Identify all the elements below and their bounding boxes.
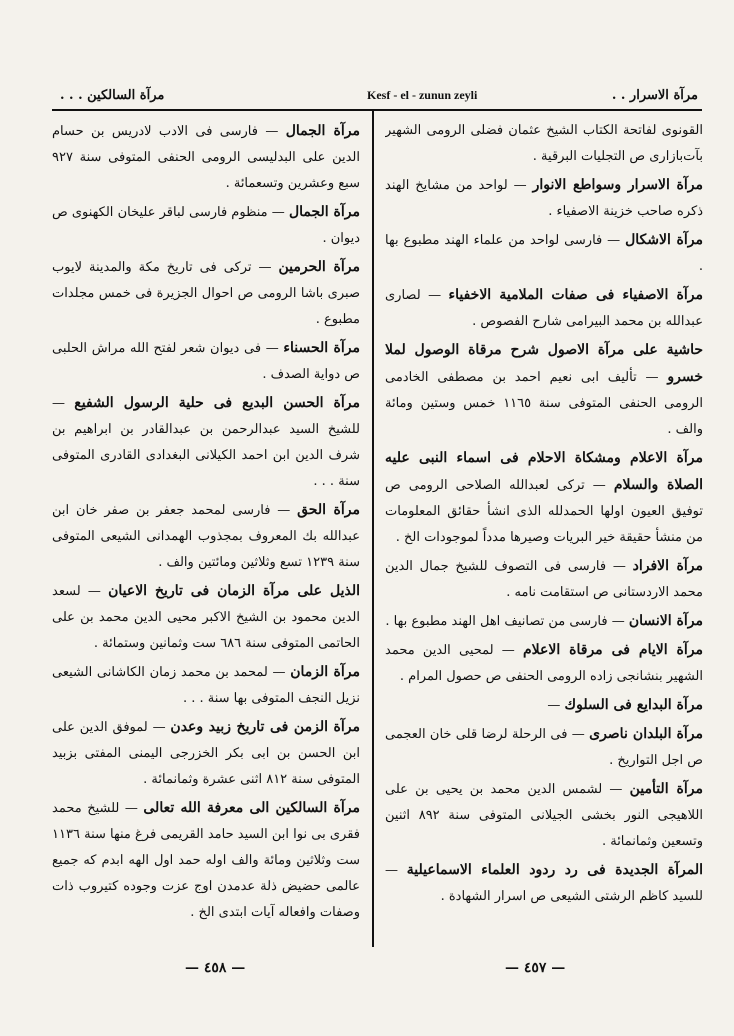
entry — [52, 199, 360, 252]
entry-title: مرآة التأمين — [629, 781, 703, 797]
entry-title: مرآة الحسن البديع فى حلية الرسول الشفيع — [74, 395, 360, 411]
entry-text: — لمحيى الدين محمد الشهير بنشانجى زاده الرومى الحنفى ص حصول المرام . — [385, 643, 703, 684]
entry-title: مرآة الاعلام ومشكاة الاحلام فى اسماء النبى عليه الصلاة والسلام — [385, 450, 703, 493]
entry — [52, 118, 360, 197]
entry — [52, 659, 360, 712]
entry-text: — لواحد من مشايخ الهند ذكره صاحب خزينة الاصفياء . — [385, 178, 703, 219]
entry-text: — للشيخ محمد فقرى بى نوا ابن السيد حامد القريمى فرغ منها سنة ١١٣٦ ست وثلاثين ومائة والف اوله حمد اول الهه ابدم كه جميع عالمى حضيض ذلة عدمدن اوج عزت وجوده كتيروب ذات وصفات وافعاله آيات ابتدى الخ . — [52, 801, 360, 920]
entry-title: مرآة الزمان — [290, 664, 360, 680]
entry-text: — للشيخ السيد عبدالرحمن بن عبدالقادر بن ابراهيم بن شرف الدين ابن احمد الكيلانى البغدادى القادرى المتوفى سنة . . . — [52, 396, 360, 489]
entry-text: — للسيد كاظم الرشتى الشيعى ص اسرار الشهادة . — [385, 863, 703, 904]
header-right-title: مرآة الاسرار . . — [611, 88, 698, 103]
entry-title: مرآة الاسرار وسواطع الانوار — [532, 177, 703, 193]
entry-text: — فى الرحلة لرضا قلى خان العجمى ص اجل التواريخ . — [385, 727, 703, 768]
header-rule — [52, 109, 702, 111]
entry — [385, 857, 703, 910]
entry — [385, 118, 703, 170]
entry-title: مرآة الافراد — [632, 558, 703, 574]
entry — [385, 227, 703, 280]
entry-title: مرآة الاصفياء فى صفات الملامية الاخفياء — [448, 287, 703, 303]
entry — [52, 795, 360, 926]
entry-text: — منظوم فارسى لباقر عليخان الكهنوى ص ديوان . — [52, 205, 360, 246]
entry-title: مرآة السالكين الى معرفة الله تعالى — [143, 800, 360, 816]
entry — [385, 692, 703, 719]
entry-text: — فارسى فى التصوف للشيخ جمال الدين محمد الاردستانى ص استقامت نامه . — [385, 559, 703, 600]
right-column — [385, 118, 703, 938]
entry — [385, 282, 703, 335]
entry-text: — لشمس الدين محمد بن يحيى بن على اللاهيجى النور بخشى الجيلانى المتوفى سنة ٨٩٢ اثنين وتسعين وثمانمائة . — [385, 782, 703, 849]
entry — [385, 721, 703, 774]
entry-text: — — [547, 698, 561, 713]
entry-title: مرآة البلدان ناصرى — [589, 726, 703, 742]
entry-title: مرآة الزمن فى تاريخ زبيد وعدن — [170, 719, 360, 735]
entry — [52, 335, 360, 388]
entry-text: — لموفق الدين على ابن الحسن بن ابى بكر الخزرجى اليمنى المفتى بزبيد المتوفى سنة ٨١٢ اثنى عشرة وثمانمائة . — [52, 720, 360, 787]
entry-text: — تركى فى تاريخ مكة والمدينة لايوب صبرى باشا الرومى ص احوال الجزيرة فى خمس مجلدات مطبوع . — [52, 260, 360, 327]
page-number-left: — ٤٥٨ — — [185, 960, 246, 976]
entry — [52, 578, 360, 657]
entry-title: الذيل على مرآة الزمان فى تاريخ الاعيان — [108, 583, 360, 599]
entry — [385, 172, 703, 225]
entry — [385, 776, 703, 855]
entry-text: — فى ديوان شعر لفتح الله مراش الحلبى ص دواية الصدف . — [52, 341, 360, 382]
entry — [52, 390, 360, 495]
column-divider — [372, 109, 374, 947]
header-left-title: مرآة السالكين . . . — [60, 88, 165, 103]
entry-title: مرآة الاشكال — [625, 232, 703, 248]
entry — [385, 553, 703, 606]
entry — [385, 608, 703, 635]
entry — [52, 254, 360, 333]
entry-title: مرآة الحرمين — [278, 259, 360, 275]
entry-text: القونوى لفاتحة الكتاب الشيخ عثمان فضلى الرومى الشهير بآت‌بازارى ص التجليات البرقية . — [385, 123, 703, 164]
running-header — [52, 84, 702, 110]
entry-text: — لصارى عبدالله بن محمد البيرامى شارح الفصوص . — [385, 288, 703, 329]
entry-text: — فارسى لواحد من علماء الهند مطبوع بها . — [385, 233, 703, 274]
header-center-title: Kesf - el - zunun zeyli — [367, 88, 478, 102]
entry-title: المرآة الجديدة فى رد ردود العلماء الاسماعيلية — [406, 862, 703, 878]
entry — [52, 714, 360, 793]
entry-title: مرآة الانسان — [628, 613, 703, 629]
entry-title: مرآة الايام فى مرقاة الاعلام — [522, 642, 703, 658]
page-number-right: — ٤٥٧ — — [505, 960, 566, 976]
entry-title: حاشية على مرآة الاصول شرح مرقاة الوصول لملا خسرو — [385, 342, 703, 385]
entry-text: — تركى لعبدالله الصلاحى الرومى ص توفيق العيون اولها الحمدلله الذى انشأ حقائق المعلومات من منشأ حقيقة خير البريات وصيرها مدداً لموجودات الخ . — [385, 478, 703, 545]
entry-text: — لسعد الدين محمود بن الشيخ الاكبر محيى الدين محمد بن على الحاتمى المتوفى سنة ٦٨٦ ست وثمانين وستمائة . — [52, 584, 360, 651]
entry — [385, 637, 703, 690]
entry — [385, 337, 703, 443]
entry-text: — لمحمد بن محمد زمان الكاشانى الشيعى نزيل النجف المتوفى بها سنة . . . — [52, 665, 360, 706]
entry-text: — فارسى من تصانيف اهل الهند مطبوع بها . — [385, 614, 625, 629]
entry — [385, 445, 703, 551]
entry-title: مرآة الجمال — [288, 204, 360, 220]
entry-text: — تأليف ابى نعيم احمد بن مصطفى الخادمى الرومى الحنفى المتوفى سنة ١١٦٥ خمس وستين ومائة والف . — [385, 370, 703, 437]
entry-title: مرآة الحسناء — [283, 340, 360, 356]
entry — [52, 497, 360, 576]
entry-text: — فارسى فى الادب لادريس بن حسام الدين على البدليسى الرومى الحنفى المتوفى سنة ٩٢٧ سبع وعشرين وتسعمائة . — [52, 124, 360, 191]
entry-text: — فارسى لمحمد جعفر بن صفر خان ابن عبدالله بك المعروف بمجذوب الهمدانى الشيعى المتوفى سنة ١٢٣٩ تسع وثلاثين ومائتين والف . — [52, 503, 360, 570]
left-column — [52, 118, 360, 938]
entry-title: مرآة البدايع فى السلوك — [564, 697, 703, 713]
entry-title: مرآة الجمال — [285, 123, 360, 139]
entry-title: مرآة الحق — [297, 502, 360, 518]
